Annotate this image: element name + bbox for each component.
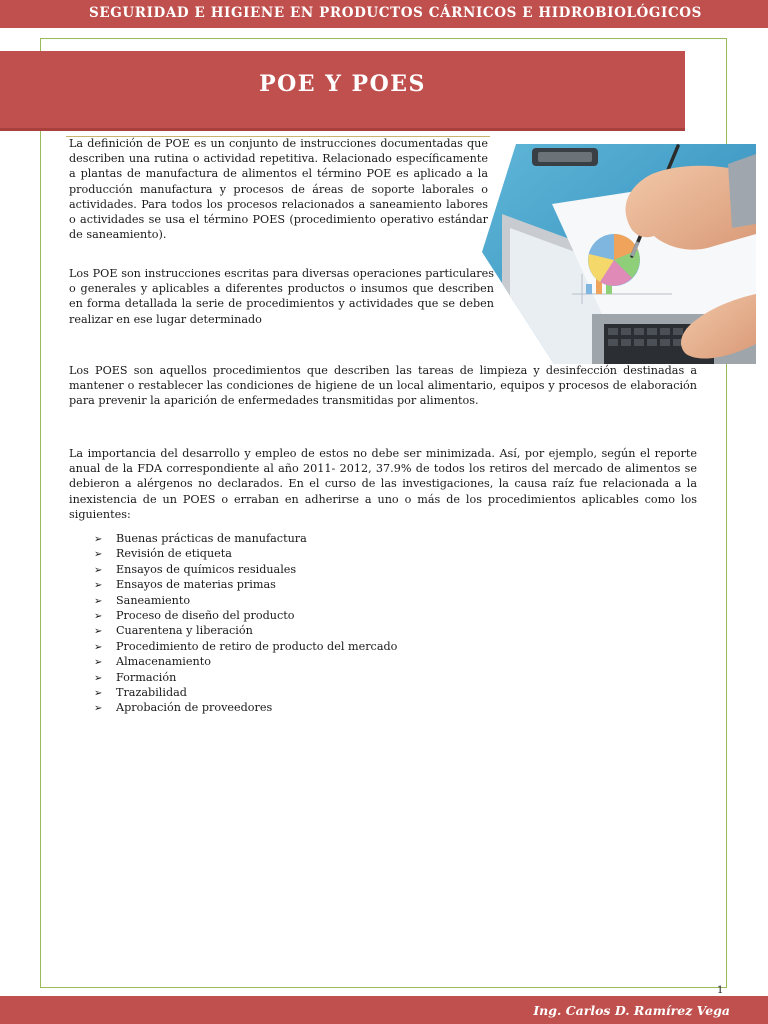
list-item: ➢ Ensayos de materias primas xyxy=(94,577,397,592)
arrow-bullet-icon: ➢ xyxy=(94,564,103,576)
arrow-bullet-icon: ➢ xyxy=(94,610,103,622)
list-item: ➢ Almacenamiento xyxy=(94,654,397,669)
title-banner-shadow xyxy=(0,128,685,131)
list-item: ➢ Cuarentena y liberación xyxy=(94,623,397,638)
header-title: SEGURIDAD E HIGIENE EN PRODUCTOS CÁRNICOS E HIDROBIOLÓGICOS xyxy=(89,5,702,21)
list-item: ➢ Formación xyxy=(94,670,397,685)
page-title: POE Y POES xyxy=(259,71,426,97)
arrow-bullet-icon: ➢ xyxy=(94,703,103,715)
paragraph-poes-definition: Los POES son aquellos procedimientos que describen las tareas de limpieza y desinfección destinadas a mantener o restablecer las condiciones de higiene de un local alimentario, equipos y procesos de elaboración para prevenir la aparición de enfermedades transmitidas por alimentos. xyxy=(69,364,697,408)
paragraph-poe-definition: La definición de POE es un conjunto de instrucciones documentadas que describen una rutina o actividad repetitiva. Relacionado específicamente a plantas de manufactura de alimentos el término POE es aplicado a la producción manufactura y procesos de áreas de soporte laborales o actividades. Para todos los procesos relacionados a saneamiento labores o actividades se usa el término POES (procedimiento operativo estándar de saneamiento). xyxy=(69,137,488,242)
paragraph-importance: La importancia del desarrollo y empleo de estos no debe ser minimizada. Así, por ejemplo, según el reporte anual de la FDA correspondiente al año 2011- 2012, 37.9% de todos los retiros del mercado de alimentos se debieron a alérgenos no declarados. En el curso de las investigaciones, la causa raíz fue relacionada a la inexistencia de un POES o erraban en adherirse a uno o más de los procedimientos aplicables como los siguientes: xyxy=(69,447,697,521)
list-item: ➢ Revisión de etiqueta xyxy=(94,546,397,561)
title-banner xyxy=(0,51,685,131)
arrow-bullet-icon: ➢ xyxy=(94,672,103,684)
footer-bar xyxy=(0,996,768,1024)
paragraph-poe-instructions: Los POE son instrucciones escritas para diversas operaciones particulares o generales y aplicables a diferentes productos o insumos que describen en forma detallada la serie de procedimientos y actividades que se deben realizar en ese lugar determinado xyxy=(69,267,494,326)
list-item: ➢ Buenas prácticas de manufactura xyxy=(94,531,397,546)
list-item: ➢ Ensayos de químicos residuales xyxy=(94,562,397,577)
list-item: ➢ Proceso de diseño del producto xyxy=(94,608,397,623)
list-item: ➢ Saneamiento xyxy=(94,593,397,608)
arrow-bullet-icon: ➢ xyxy=(94,534,103,545)
analysis-photo xyxy=(482,144,756,364)
header-bar xyxy=(0,0,768,28)
list-item: ➢ Aprobación de proveedores xyxy=(94,700,397,715)
arrow-bullet-icon: ➢ xyxy=(94,626,103,638)
footer-author: Ing. Carlos D. Ramírez Vega xyxy=(533,1003,730,1018)
arrow-bullet-icon: ➢ xyxy=(94,595,103,607)
list-item: ➢ Procedimiento de retiro de producto del mercado xyxy=(94,639,397,654)
procedures-list xyxy=(94,531,397,716)
arrow-bullet-icon: ➢ xyxy=(94,580,103,592)
arrow-bullet-icon: ➢ xyxy=(94,687,103,699)
list-item: ➢ Trazabilidad xyxy=(94,685,397,700)
arrow-bullet-icon: ➢ xyxy=(94,549,103,561)
page-number: 1 xyxy=(717,985,724,996)
arrow-bullet-icon: ➢ xyxy=(94,657,103,669)
arrow-bullet-icon: ➢ xyxy=(94,641,103,653)
